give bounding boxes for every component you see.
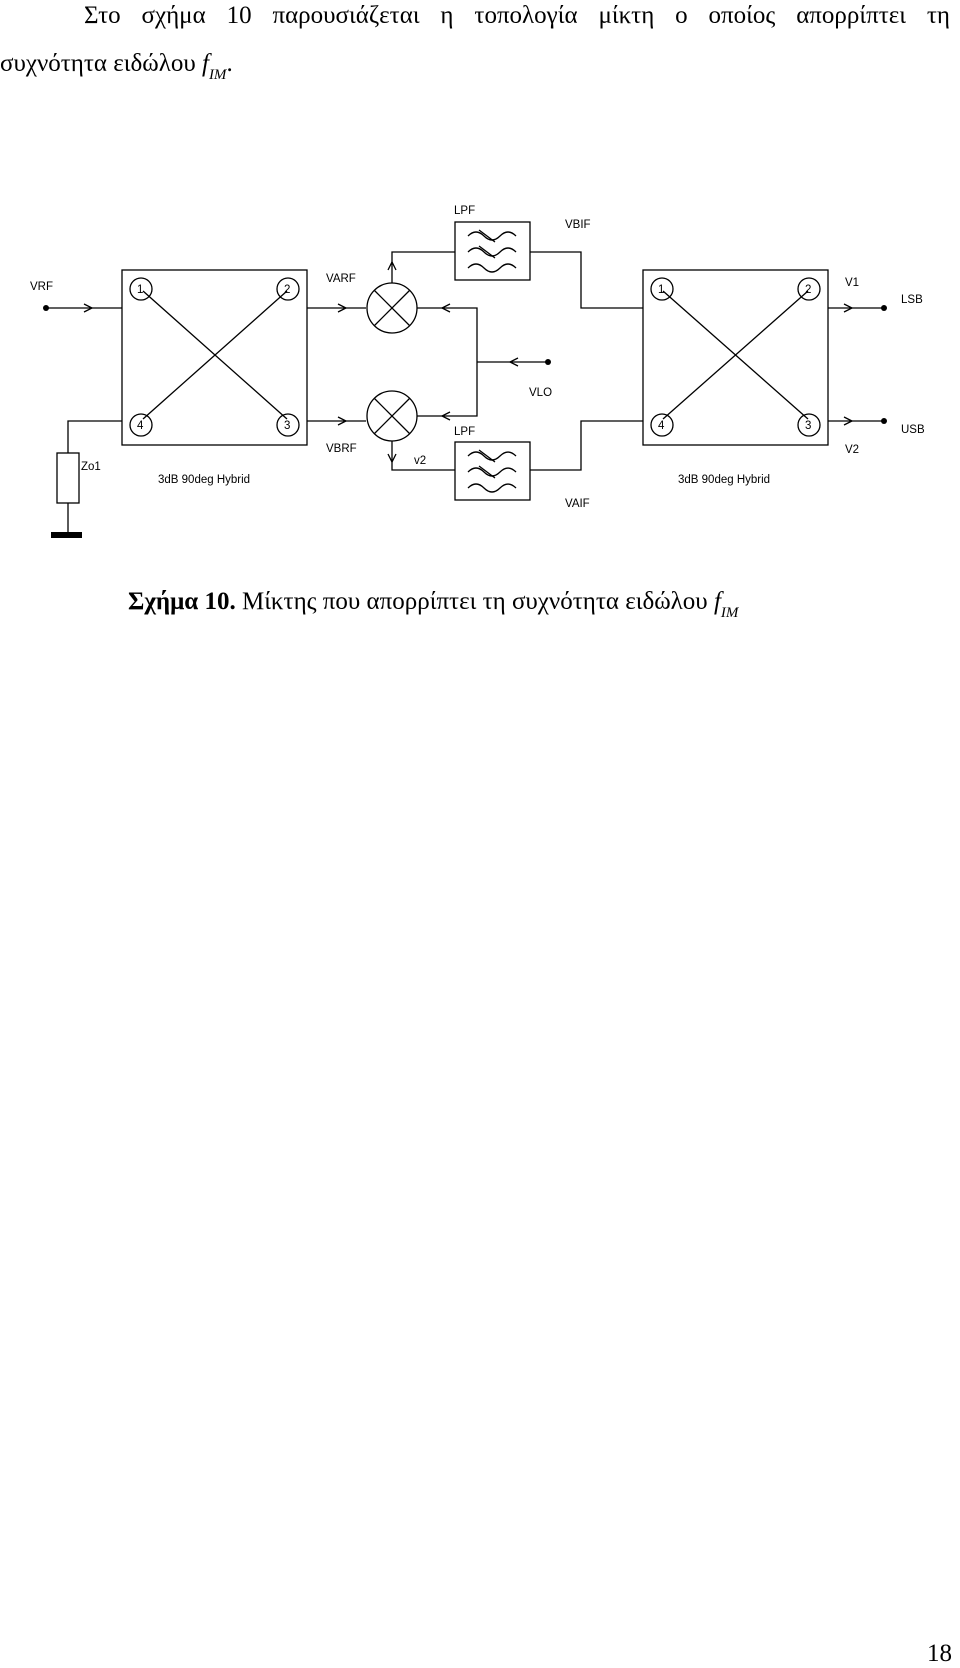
bottom-lpf-wave-1 xyxy=(468,452,516,460)
hybrid-left-label: 3dB 90deg Hybrid xyxy=(158,474,251,486)
bottom-lpf-slash-2 xyxy=(479,466,495,478)
caption-f-symbol: f xyxy=(713,588,721,615)
bottom-lpf-slash-1 xyxy=(479,450,495,462)
top-lpf-wave-1 xyxy=(468,232,516,240)
usb-terminal xyxy=(881,418,887,424)
paragraph-period: . xyxy=(226,50,233,77)
vbif-wire xyxy=(530,252,643,308)
left-port3-label: 3 xyxy=(284,420,291,432)
zo1-label: Zo1 xyxy=(81,461,101,473)
right-port1-label: 1 xyxy=(658,284,665,296)
page-number: 18 xyxy=(927,1640,952,1667)
vrf-terminal xyxy=(43,305,49,311)
v2-lower-label: v2 xyxy=(414,455,427,467)
top-lpf-slash-2 xyxy=(479,246,495,258)
f-im-symbol: f xyxy=(201,50,209,77)
vaif-label: VAIF xyxy=(565,498,590,510)
vbrf-label: VBRF xyxy=(326,443,357,455)
paragraph-line-2 xyxy=(0,40,950,91)
paragraph-line-2-text: συχνότητα ειδώλου xyxy=(0,50,196,77)
right-port4-label: 4 xyxy=(658,420,665,432)
lpf-top-label: LPF xyxy=(454,205,476,217)
vlo-terminal xyxy=(545,359,551,365)
top-lpf-wave-3 xyxy=(468,264,516,272)
v2-label: V2 xyxy=(845,444,860,456)
left-port1-label: 1 xyxy=(137,284,144,296)
upper-if-wire xyxy=(392,252,455,283)
hybrid-right-label: 3dB 90deg Hybrid xyxy=(678,474,771,486)
lsb-terminal xyxy=(881,305,887,311)
caption-f-subscript: IM xyxy=(720,605,739,621)
caption-label: Σχήμα 10. xyxy=(128,588,236,615)
caption-text: Μίκτης που απορρίπτει τη συχνότητα ειδώλου xyxy=(241,588,708,615)
top-lpf-wave-2 xyxy=(468,248,516,256)
paragraph-line-1: Στο σχήμα 10 παρουσιάζεται η τοπολογία μίκτη ο οποίος απορρίπτει τη xyxy=(84,2,950,29)
vaif-wire xyxy=(530,421,643,470)
right-port3-label: 3 xyxy=(805,420,812,432)
varf-label: VARF xyxy=(326,273,356,285)
vbif-label: VBIF xyxy=(565,219,591,231)
bottom-lpf-wave-2 xyxy=(468,468,516,476)
top-lpf-slash-1 xyxy=(479,230,495,242)
zo1-resistor xyxy=(57,453,79,503)
lpf-bottom-label: LPF xyxy=(454,426,476,438)
vrf-label: VRF xyxy=(30,281,53,293)
lo-bus xyxy=(417,308,477,416)
lsb-label: LSB xyxy=(901,294,923,306)
vlo-label: VLO xyxy=(529,387,553,399)
bottom-lpf-wave-3 xyxy=(468,484,516,492)
figure-caption xyxy=(128,588,739,621)
right-port2-label: 2 xyxy=(805,284,812,296)
ground-bar xyxy=(51,532,82,538)
f-im-subscript: IM xyxy=(208,67,227,83)
v1-label: V1 xyxy=(845,277,860,289)
usb-label: USB xyxy=(901,424,925,436)
port4-wire xyxy=(68,421,122,453)
image-reject-mixer-diagram xyxy=(0,190,960,550)
left-port2-label: 2 xyxy=(284,284,291,296)
left-port4-label: 4 xyxy=(137,420,144,432)
